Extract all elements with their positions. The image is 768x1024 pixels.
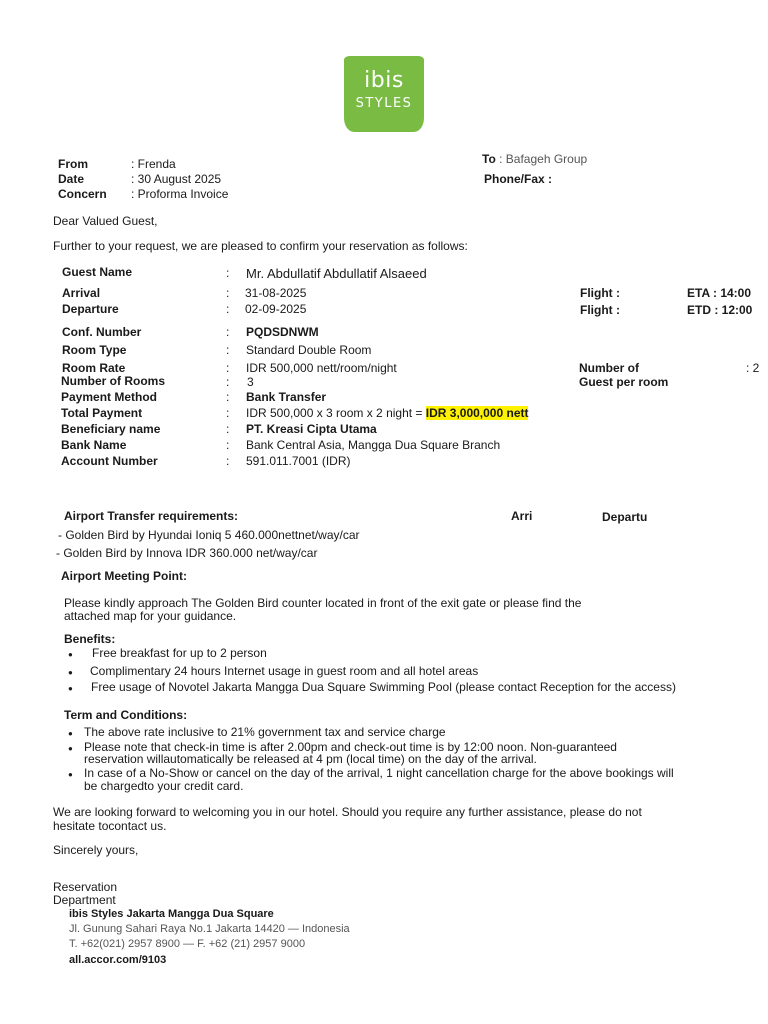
bullet-icon: ● bbox=[68, 744, 73, 753]
closing-line-2: hesitate tocontact us. bbox=[53, 819, 167, 833]
sincerely: Sincerely yours, bbox=[53, 843, 139, 857]
total-payment-label: Total Payment bbox=[61, 406, 143, 420]
flight-label: Flight : bbox=[580, 286, 620, 300]
bullet-icon: ● bbox=[68, 650, 73, 659]
guest-per-room-label-2: Guest per room bbox=[579, 375, 669, 389]
room-rate-label: Room Rate bbox=[62, 361, 126, 375]
colon: : bbox=[226, 302, 230, 316]
date-label: Date bbox=[58, 172, 85, 186]
eta-value: ETA : 14:00 bbox=[687, 286, 752, 300]
guest-name-label: Guest Name bbox=[62, 265, 133, 279]
to-field bbox=[482, 152, 587, 166]
intro-text: Further to your request, we are pleased to confirm your reservation as follows: bbox=[53, 239, 468, 253]
colon: : bbox=[226, 454, 230, 468]
number-of-rooms-label: Number of Rooms bbox=[61, 374, 166, 388]
terms-item-1: The above rate inclusive to 21% government tax and service charge bbox=[84, 725, 446, 739]
benefit-item: Free usage of Novotel Jakarta Mangga Dua Square Swimming Pool (please contact Reception for the access) bbox=[91, 680, 676, 694]
benefits-title: Benefits: bbox=[64, 632, 116, 646]
benefit-item: Complimentary 24 hours Internet usage in guest room and all hotel areas bbox=[90, 664, 479, 678]
terms-item-2-line-1: Please note that check-in time is after 2.00pm and check-out time is by 12:00 noon. Non-guaranteed bbox=[84, 740, 617, 754]
bullet-icon: ● bbox=[68, 684, 73, 693]
departure-label: Departure bbox=[62, 302, 119, 316]
bullet-icon: ● bbox=[68, 770, 73, 779]
guest-per-room-label-1: Number of bbox=[579, 361, 639, 375]
concern-value: : Proforma Invoice bbox=[131, 187, 229, 201]
conf-number-label: Conf. Number bbox=[62, 325, 142, 339]
account-number-label: Account Number bbox=[61, 454, 158, 468]
phone-fax-label: Phone/Fax : bbox=[484, 172, 553, 186]
colon: : bbox=[226, 422, 230, 436]
guest-name: Mr. Abdullatif Abdullatif Alsaeed bbox=[246, 266, 427, 281]
colon: : bbox=[226, 286, 230, 300]
benefit-item: Free breakfast for up to 2 person bbox=[92, 646, 267, 660]
colon: : bbox=[226, 375, 230, 389]
total-payment bbox=[246, 406, 528, 420]
colon: : bbox=[226, 361, 230, 375]
arrival-column-header: Arri bbox=[511, 509, 533, 523]
bullet-icon: ● bbox=[68, 668, 73, 677]
meeting-point-line-1: Please kindly approach The Golden Bird counter located in front of the exit gate or please find the bbox=[64, 596, 582, 610]
hotel-phone: T. +62(021) 2957 8900 — F. +62 (21) 2957 9000 bbox=[69, 938, 306, 950]
etd-value: ETD : 12:00 bbox=[687, 303, 753, 317]
bank-name: Bank Central Asia, Mangga Dua Square Branch bbox=[246, 438, 501, 452]
terms-item-3-line-2: be chargedto your credit card. bbox=[84, 779, 244, 793]
department-line-2: Department bbox=[53, 893, 116, 907]
to-value: : Bafageh Group bbox=[495, 152, 588, 166]
colon: : bbox=[226, 406, 230, 420]
colon: : bbox=[226, 343, 230, 357]
date-value: : 30 August 2025 bbox=[131, 172, 222, 186]
logo-line-2: STYLES bbox=[355, 96, 413, 111]
hotel-address: Jl. Gunung Sahari Raya No.1 Jakarta 14420 — Indonesia bbox=[69, 923, 350, 935]
conf-number: PQDSDNWM bbox=[246, 325, 319, 339]
closing-line-1: We are looking forward to welcoming you in our hotel. Should you require any further assistance, please do not bbox=[53, 805, 642, 819]
colon: : bbox=[226, 438, 230, 452]
departure-date: 02-09-2025 bbox=[245, 302, 307, 316]
number-of-rooms: 3 bbox=[247, 375, 254, 389]
total-amount-highlight: IDR 3,000,000 nett bbox=[425, 406, 529, 420]
colon: : bbox=[226, 325, 230, 339]
greeting: Dear Valued Guest, bbox=[53, 214, 158, 228]
colon: : bbox=[226, 390, 230, 404]
departure-column-header: Departu bbox=[602, 510, 648, 524]
hotel-website-link[interactable]: all.accor.com/9103 bbox=[69, 954, 167, 966]
terms-title: Term and Conditions: bbox=[64, 708, 188, 722]
arrival-label: Arrival bbox=[62, 286, 101, 300]
account-number: 591.011.7001 (IDR) bbox=[246, 454, 351, 468]
airport-transfer-title: Airport Transfer requirements: bbox=[64, 509, 239, 523]
from-value: : Frenda bbox=[131, 157, 176, 171]
meeting-point-line-2: attached map for your guidance. bbox=[64, 609, 237, 623]
transfer-option-2: - Golden Bird by Innova IDR 360.000 net/way/car bbox=[56, 546, 318, 560]
bank-name-label: Bank Name bbox=[61, 438, 127, 452]
room-type: Standard Double Room bbox=[246, 343, 372, 357]
arrival-date: 31-08-2025 bbox=[245, 286, 307, 300]
beneficiary-name: PT. Kreasi Cipta Utama bbox=[246, 422, 377, 436]
from-label: From bbox=[58, 157, 88, 171]
logo-line-1: ibis bbox=[364, 68, 404, 93]
beneficiary-label: Beneficiary name bbox=[61, 422, 161, 436]
terms-item-3-line-1: In case of a No-Show or cancel on the day of the arrival, 1 night cancellation charge for the above bookings will bbox=[84, 766, 674, 780]
concern-label: Concern bbox=[58, 187, 107, 201]
to-label: To bbox=[482, 152, 496, 166]
guest-per-room-value: : 2 bbox=[746, 361, 760, 375]
terms-item-2-line-2: reservation willautomatically be released at 4 pm (local time) on the day of the arrival. bbox=[84, 752, 537, 766]
airport-meeting-title: Airport Meeting Point: bbox=[61, 569, 187, 583]
colon: : bbox=[226, 266, 230, 280]
bullet-icon: ● bbox=[68, 729, 73, 738]
flight-label: Flight : bbox=[580, 303, 620, 317]
ibis-styles-logo bbox=[344, 56, 424, 132]
hotel-name: ibis Styles Jakarta Mangga Dua Square bbox=[69, 908, 274, 920]
room-rate: IDR 500,000 nett/room/night bbox=[246, 361, 397, 375]
department-line-1: Reservation bbox=[53, 880, 118, 894]
total-calculation: IDR 500,000 x 3 room x 2 night = bbox=[246, 406, 426, 420]
payment-method-label: Payment Method bbox=[61, 390, 158, 404]
room-type-label: Room Type bbox=[62, 343, 127, 357]
transfer-option-1: - Golden Bird by Hyundai Ioniq 5 460.000nettnet/way/car bbox=[58, 528, 360, 542]
payment-method: Bank Transfer bbox=[246, 390, 327, 404]
